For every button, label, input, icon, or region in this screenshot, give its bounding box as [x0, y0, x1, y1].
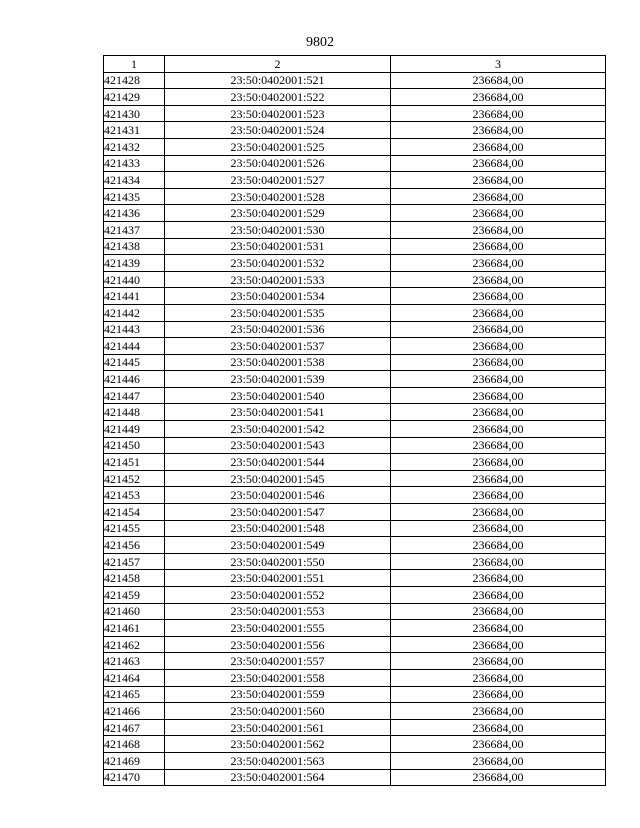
table-row — [104, 553, 606, 570]
value-cell: 236684,00 — [391, 371, 606, 388]
column-header-2: 2 — [165, 56, 391, 73]
cadastral-number-cell: 23:50:0402001:525 — [165, 138, 391, 155]
value-cell: 236684,00 — [391, 354, 606, 371]
table-row — [104, 437, 606, 454]
row-number-cell: 421447 — [104, 387, 165, 404]
cadastral-number-cell: 23:50:0402001:534 — [165, 288, 391, 305]
cadastral-number-cell: 23:50:0402001:561 — [165, 719, 391, 736]
value-cell: 236684,00 — [391, 437, 606, 454]
value-cell: 236684,00 — [391, 537, 606, 554]
cadastral-number-cell: 23:50:0402001:556 — [165, 636, 391, 653]
table-row — [104, 686, 606, 703]
value-cell: 236684,00 — [391, 271, 606, 288]
cadastral-number-cell: 23:50:0402001:529 — [165, 205, 391, 222]
table-row — [104, 155, 606, 172]
value-cell: 236684,00 — [391, 603, 606, 620]
cadastral-number-cell: 23:50:0402001:544 — [165, 454, 391, 471]
row-number-cell: 421456 — [104, 537, 165, 554]
value-cell: 236684,00 — [391, 172, 606, 189]
table-row — [104, 122, 606, 139]
value-cell: 236684,00 — [391, 653, 606, 670]
value-cell: 236684,00 — [391, 470, 606, 487]
table-row — [104, 354, 606, 371]
row-number-cell: 421439 — [104, 255, 165, 272]
table-row — [104, 669, 606, 686]
table-row — [104, 105, 606, 122]
value-cell: 236684,00 — [391, 138, 606, 155]
cadastral-number-cell: 23:50:0402001:533 — [165, 271, 391, 288]
value-cell: 236684,00 — [391, 221, 606, 238]
table-row — [104, 271, 606, 288]
value-cell: 236684,00 — [391, 752, 606, 769]
value-cell: 236684,00 — [391, 487, 606, 504]
table-row — [104, 238, 606, 255]
row-number-cell: 421457 — [104, 553, 165, 570]
value-cell: 236684,00 — [391, 454, 606, 471]
row-number-cell: 421433 — [104, 155, 165, 172]
row-number-cell: 421443 — [104, 321, 165, 338]
row-number-cell: 421449 — [104, 421, 165, 438]
value-cell: 236684,00 — [391, 288, 606, 305]
table-row — [104, 89, 606, 106]
table-row — [104, 421, 606, 438]
cadastral-number-cell: 23:50:0402001:522 — [165, 89, 391, 106]
table-row — [104, 371, 606, 388]
value-cell: 236684,00 — [391, 769, 606, 786]
row-number-cell: 421428 — [104, 72, 165, 89]
table-row — [104, 736, 606, 753]
data-table — [103, 55, 606, 786]
cadastral-number-cell: 23:50:0402001:543 — [165, 437, 391, 454]
table-row — [104, 703, 606, 720]
cadastral-number-cell: 23:50:0402001:551 — [165, 570, 391, 587]
row-number-cell: 421452 — [104, 470, 165, 487]
table-row — [104, 470, 606, 487]
cadastral-number-cell: 23:50:0402001:530 — [165, 221, 391, 238]
row-number-cell: 421467 — [104, 719, 165, 736]
value-cell: 236684,00 — [391, 255, 606, 272]
value-cell: 236684,00 — [391, 122, 606, 139]
table-row — [104, 255, 606, 272]
value-cell: 236684,00 — [391, 587, 606, 604]
table-row — [104, 338, 606, 355]
table-row — [104, 304, 606, 321]
table-row — [104, 769, 606, 786]
row-number-cell: 421435 — [104, 188, 165, 205]
table-row — [104, 72, 606, 89]
row-number-cell: 421446 — [104, 371, 165, 388]
value-cell: 236684,00 — [391, 703, 606, 720]
cadastral-number-cell: 23:50:0402001:557 — [165, 653, 391, 670]
cadastral-number-cell: 23:50:0402001:526 — [165, 155, 391, 172]
value-cell: 236684,00 — [391, 686, 606, 703]
row-number-cell: 421460 — [104, 603, 165, 620]
row-number-cell: 421430 — [104, 105, 165, 122]
row-number-cell: 421453 — [104, 487, 165, 504]
cadastral-number-cell: 23:50:0402001:564 — [165, 769, 391, 786]
cadastral-number-cell: 23:50:0402001:555 — [165, 620, 391, 637]
row-number-cell: 421448 — [104, 404, 165, 421]
row-number-cell: 421432 — [104, 138, 165, 155]
cadastral-number-cell: 23:50:0402001:538 — [165, 354, 391, 371]
column-header-1: 1 — [104, 56, 165, 73]
row-number-cell: 421459 — [104, 587, 165, 604]
cadastral-number-cell: 23:50:0402001:527 — [165, 172, 391, 189]
value-cell: 236684,00 — [391, 338, 606, 355]
cadastral-number-cell: 23:50:0402001:547 — [165, 504, 391, 521]
row-number-cell: 421431 — [104, 122, 165, 139]
value-cell: 236684,00 — [391, 238, 606, 255]
cadastral-number-cell: 23:50:0402001:537 — [165, 338, 391, 355]
table-row — [104, 570, 606, 587]
cadastral-number-cell: 23:50:0402001:545 — [165, 470, 391, 487]
value-cell: 236684,00 — [391, 89, 606, 106]
cadastral-number-cell: 23:50:0402001:536 — [165, 321, 391, 338]
row-number-cell: 421463 — [104, 653, 165, 670]
cadastral-number-cell: 23:50:0402001:535 — [165, 304, 391, 321]
row-number-cell: 421436 — [104, 205, 165, 222]
value-cell: 236684,00 — [391, 504, 606, 521]
table-row — [104, 288, 606, 305]
value-cell: 236684,00 — [391, 105, 606, 122]
table-row — [104, 404, 606, 421]
table-row — [104, 221, 606, 238]
table-row — [104, 138, 606, 155]
table-header-row — [104, 56, 606, 73]
table-row — [104, 205, 606, 222]
row-number-cell: 421465 — [104, 686, 165, 703]
cadastral-number-cell: 23:50:0402001:542 — [165, 421, 391, 438]
cadastral-number-cell: 23:50:0402001:548 — [165, 520, 391, 537]
row-number-cell: 421450 — [104, 437, 165, 454]
row-number-cell: 421451 — [104, 454, 165, 471]
table-row — [104, 454, 606, 471]
value-cell: 236684,00 — [391, 387, 606, 404]
value-cell: 236684,00 — [391, 719, 606, 736]
row-number-cell: 421445 — [104, 354, 165, 371]
row-number-cell: 421438 — [104, 238, 165, 255]
value-cell: 236684,00 — [391, 321, 606, 338]
table-row — [104, 752, 606, 769]
value-cell: 236684,00 — [391, 520, 606, 537]
cadastral-number-cell: 23:50:0402001:549 — [165, 537, 391, 554]
page-number: 9802 — [306, 35, 334, 50]
cadastral-number-cell: 23:50:0402001:558 — [165, 669, 391, 686]
table-row — [104, 520, 606, 537]
table-row — [104, 653, 606, 670]
row-number-cell: 421442 — [104, 304, 165, 321]
table-row — [104, 188, 606, 205]
table-row — [104, 537, 606, 554]
value-cell: 236684,00 — [391, 404, 606, 421]
value-cell: 236684,00 — [391, 205, 606, 222]
table-row — [104, 719, 606, 736]
cadastral-number-cell: 23:50:0402001:560 — [165, 703, 391, 720]
table-row — [104, 636, 606, 653]
cadastral-number-cell: 23:50:0402001:552 — [165, 587, 391, 604]
row-number-cell: 421466 — [104, 703, 165, 720]
cadastral-number-cell: 23:50:0402001:541 — [165, 404, 391, 421]
cadastral-number-cell: 23:50:0402001:539 — [165, 371, 391, 388]
table-row — [104, 603, 606, 620]
value-cell: 236684,00 — [391, 570, 606, 587]
value-cell: 236684,00 — [391, 636, 606, 653]
row-number-cell: 421469 — [104, 752, 165, 769]
value-cell: 236684,00 — [391, 72, 606, 89]
cadastral-number-cell: 23:50:0402001:562 — [165, 736, 391, 753]
table-row — [104, 504, 606, 521]
row-number-cell: 421462 — [104, 636, 165, 653]
row-number-cell: 421434 — [104, 172, 165, 189]
cadastral-number-cell: 23:50:0402001:550 — [165, 553, 391, 570]
table-body — [104, 72, 606, 786]
cadastral-number-cell: 23:50:0402001:553 — [165, 603, 391, 620]
row-number-cell: 421437 — [104, 221, 165, 238]
table-row — [104, 321, 606, 338]
cadastral-number-cell: 23:50:0402001:521 — [165, 72, 391, 89]
cadastral-number-cell: 23:50:0402001:523 — [165, 105, 391, 122]
cadastral-number-cell: 23:50:0402001:528 — [165, 188, 391, 205]
row-number-cell: 421441 — [104, 288, 165, 305]
cadastral-number-cell: 23:50:0402001:546 — [165, 487, 391, 504]
table-row — [104, 620, 606, 637]
table-row — [104, 587, 606, 604]
cadastral-number-cell: 23:50:0402001:563 — [165, 752, 391, 769]
value-cell: 236684,00 — [391, 155, 606, 172]
value-cell: 236684,00 — [391, 188, 606, 205]
cadastral-number-cell: 23:50:0402001:524 — [165, 122, 391, 139]
table-row — [104, 387, 606, 404]
value-cell: 236684,00 — [391, 553, 606, 570]
row-number-cell: 421458 — [104, 570, 165, 587]
value-cell: 236684,00 — [391, 736, 606, 753]
row-number-cell: 421455 — [104, 520, 165, 537]
row-number-cell: 421468 — [104, 736, 165, 753]
row-number-cell: 421464 — [104, 669, 165, 686]
row-number-cell: 421444 — [104, 338, 165, 355]
table-row — [104, 487, 606, 504]
cadastral-number-cell: 23:50:0402001:559 — [165, 686, 391, 703]
table-row — [104, 172, 606, 189]
row-number-cell: 421461 — [104, 620, 165, 637]
value-cell: 236684,00 — [391, 421, 606, 438]
row-number-cell: 421440 — [104, 271, 165, 288]
row-number-cell: 421429 — [104, 89, 165, 106]
value-cell: 236684,00 — [391, 620, 606, 637]
value-cell: 236684,00 — [391, 669, 606, 686]
cadastral-number-cell: 23:50:0402001:540 — [165, 387, 391, 404]
column-header-3: 3 — [391, 56, 606, 73]
cadastral-number-cell: 23:50:0402001:532 — [165, 255, 391, 272]
row-number-cell: 421470 — [104, 769, 165, 786]
row-number-cell: 421454 — [104, 504, 165, 521]
cadastral-number-cell: 23:50:0402001:531 — [165, 238, 391, 255]
value-cell: 236684,00 — [391, 304, 606, 321]
